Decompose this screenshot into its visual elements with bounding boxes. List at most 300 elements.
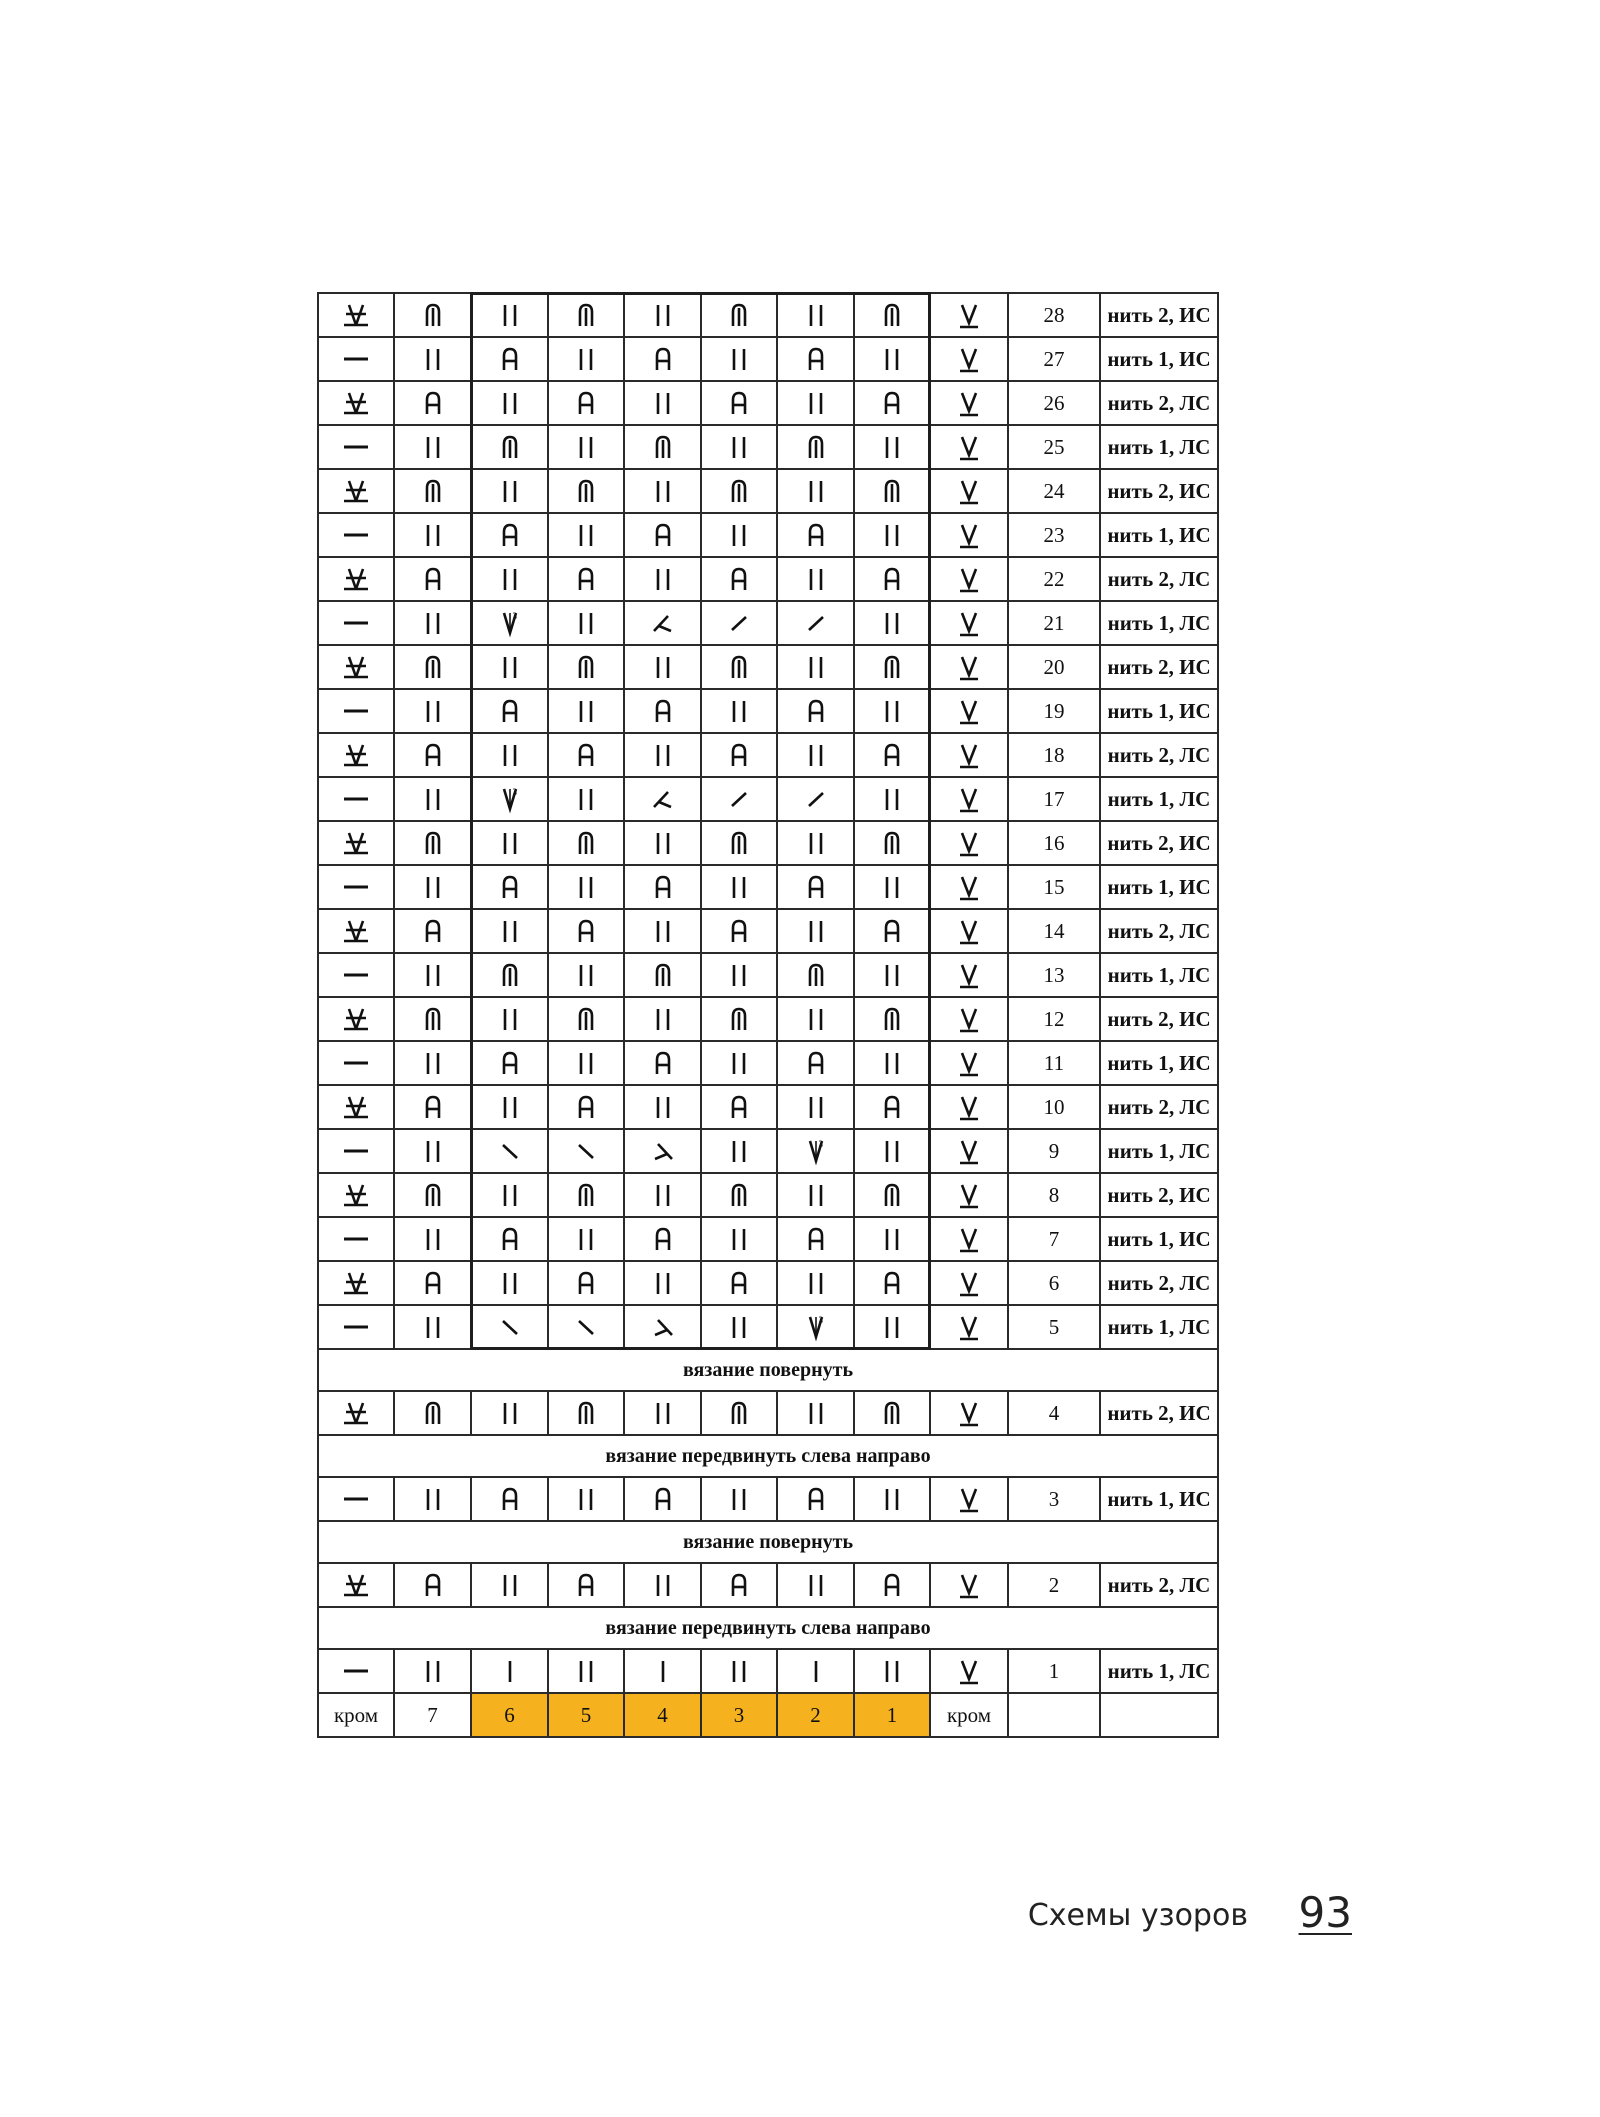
slip-v-symbol (930, 469, 1008, 513)
knit-double-symbol (854, 1649, 930, 1693)
knit-arch-symbol (701, 381, 777, 425)
knit-double-symbol (548, 1041, 624, 1085)
row-number: 5 (1008, 1305, 1100, 1349)
knit-arch-symbol (624, 513, 701, 557)
column-number-row (318, 1693, 1218, 1737)
knit-double-symbol (854, 689, 930, 733)
cross-edge-symbol (318, 821, 394, 865)
purl-arch-symbol (394, 1391, 471, 1435)
purl-arch-symbol (701, 997, 777, 1041)
chart-row (318, 557, 1218, 601)
purl-arch-symbol (701, 1391, 777, 1435)
knit-arch-symbol (548, 1563, 624, 1607)
knit-double-symbol (854, 1305, 930, 1349)
knit-single-symbol (471, 1649, 548, 1693)
chart-row (318, 513, 1218, 557)
knit-double-symbol (548, 777, 624, 821)
instruction-note: вязание передвинуть слева направо (318, 1435, 1218, 1477)
knit-double-symbol (548, 1649, 624, 1693)
knit-arch-symbol (394, 1563, 471, 1607)
knit-double-symbol (471, 1563, 548, 1607)
knit-double-symbol (471, 469, 548, 513)
knit-arch-symbol (548, 557, 624, 601)
knit-arch-symbol (777, 1477, 854, 1521)
purl-arch-symbol (854, 1173, 930, 1217)
instruction-row (318, 1607, 1218, 1649)
slash-right-symbol (701, 777, 777, 821)
knit-arch-symbol (471, 337, 548, 381)
purl-arch-symbol (548, 469, 624, 513)
purl-arch-symbol (548, 293, 624, 337)
three-from-one-symbol (777, 1129, 854, 1173)
knit-arch-symbol (548, 1261, 624, 1305)
knit-arch-symbol (471, 1477, 548, 1521)
yarn-side-label: нить 2, ЛС (1100, 557, 1218, 601)
slip-v-symbol (930, 1649, 1008, 1693)
knit-double-symbol (471, 821, 548, 865)
slip-v-symbol (930, 1477, 1008, 1521)
knit-double-symbol (854, 1217, 930, 1261)
row-number: 6 (1008, 1261, 1100, 1305)
knit-double-symbol (394, 337, 471, 381)
knit-double-symbol (854, 601, 930, 645)
knit-double-symbol (394, 601, 471, 645)
yarn-side-label: нить 2, ИС (1100, 997, 1218, 1041)
purl-arch-symbol (548, 821, 624, 865)
knit-arch-symbol (471, 865, 548, 909)
chart-row (318, 601, 1218, 645)
dash-symbol (318, 1217, 394, 1261)
purl-arch-symbol (394, 293, 471, 337)
knit-arch-symbol (394, 1085, 471, 1129)
knit-double-symbol (854, 513, 930, 557)
knit-arch-symbol (701, 557, 777, 601)
knit-double-symbol (701, 1305, 777, 1349)
knit-arch-symbol (701, 1563, 777, 1607)
knit-arch-symbol (854, 1261, 930, 1305)
knit-double-symbol (777, 1261, 854, 1305)
knit-arch-symbol (624, 865, 701, 909)
knit-double-symbol (471, 909, 548, 953)
purl-arch-symbol (548, 997, 624, 1041)
chart-row (318, 1041, 1218, 1085)
chart-row (318, 865, 1218, 909)
yarn-side-label: нить 1, ЛС (1100, 953, 1218, 997)
knit-arch-symbol (394, 1261, 471, 1305)
column-number: 5 (548, 1693, 624, 1737)
knit-arch-symbol (777, 1041, 854, 1085)
knit-arch-symbol (854, 557, 930, 601)
knit-double-symbol (624, 1085, 701, 1129)
knit-arch-symbol (701, 1261, 777, 1305)
svg-text:3: 3 (512, 611, 517, 621)
yarn-side-label: нить 2, ИС (1100, 821, 1218, 865)
slash-right-symbol (777, 601, 854, 645)
knit-double-symbol (777, 557, 854, 601)
knit-double-symbol (624, 293, 701, 337)
chart-row (318, 425, 1218, 469)
row-number: 22 (1008, 557, 1100, 601)
dash-symbol (318, 1649, 394, 1693)
dec-left-symbol (624, 601, 701, 645)
dash-symbol (318, 513, 394, 557)
purl-arch-symbol (548, 1173, 624, 1217)
row-number: 17 (1008, 777, 1100, 821)
knit-double-symbol (624, 1173, 701, 1217)
knit-double-symbol (777, 1391, 854, 1435)
row-number: 28 (1008, 293, 1100, 337)
purl-arch-symbol (777, 425, 854, 469)
row-number: 20 (1008, 645, 1100, 689)
row-number: 9 (1008, 1129, 1100, 1173)
page-number: 93 (1298, 1888, 1352, 1937)
knit-arch-symbol (471, 689, 548, 733)
knit-double-symbol (854, 425, 930, 469)
knit-double-symbol (854, 777, 930, 821)
knit-double-symbol (701, 513, 777, 557)
cross-edge-symbol (318, 645, 394, 689)
chart-row (318, 1085, 1218, 1129)
knit-double-symbol (548, 689, 624, 733)
chart-row (318, 997, 1218, 1041)
row-number: 14 (1008, 909, 1100, 953)
yarn-side-label: нить 1, ЛС (1100, 601, 1218, 645)
chart-row (318, 777, 1218, 821)
svg-text:3: 3 (512, 787, 517, 797)
chart-row (318, 733, 1218, 777)
knit-arch-symbol (777, 337, 854, 381)
yarn-side-label: нить 1, ИС (1100, 865, 1218, 909)
knit-single-symbol (777, 1649, 854, 1693)
column-number: 7 (394, 1693, 471, 1737)
knit-double-symbol (854, 953, 930, 997)
slip-v-symbol (930, 425, 1008, 469)
cross-edge-symbol (318, 469, 394, 513)
yarn-side-label: нить 2, ЛС (1100, 1261, 1218, 1305)
yarn-side-label: нить 1, ЛС (1100, 1649, 1218, 1693)
yarn-side-label: нить 2, ЛС (1100, 381, 1218, 425)
chart-row (318, 293, 1218, 337)
knit-arch-symbol (548, 1085, 624, 1129)
slip-v-symbol (930, 1217, 1008, 1261)
row-number: 25 (1008, 425, 1100, 469)
knit-double-symbol (394, 1217, 471, 1261)
knit-arch-symbol (701, 909, 777, 953)
row-number: 8 (1008, 1173, 1100, 1217)
cross-edge-symbol (318, 733, 394, 777)
knit-arch-symbol (624, 337, 701, 381)
slip-v-symbol (930, 1305, 1008, 1349)
yarn-side-label: нить 2, ИС (1100, 469, 1218, 513)
knit-double-symbol (471, 1261, 548, 1305)
knit-double-symbol (701, 953, 777, 997)
svg-text:3: 3 (818, 1315, 823, 1325)
edge-column-label: кром (318, 1693, 394, 1737)
knit-arch-symbol (854, 1085, 930, 1129)
purl-arch-symbol (701, 1173, 777, 1217)
knit-double-symbol (777, 733, 854, 777)
chart-row (318, 1391, 1218, 1435)
row-number: 15 (1008, 865, 1100, 909)
slip-v-symbol (930, 1563, 1008, 1607)
knit-arch-symbol (394, 909, 471, 953)
cross-edge-symbol (318, 381, 394, 425)
slip-v-symbol (930, 1129, 1008, 1173)
purl-arch-symbol (701, 645, 777, 689)
knit-double-symbol (471, 557, 548, 601)
yarn-side-label: нить 1, ИС (1100, 689, 1218, 733)
cross-edge-symbol (318, 557, 394, 601)
row-number: 1 (1008, 1649, 1100, 1693)
edge-column-label: кром (930, 1693, 1008, 1737)
purl-arch-symbol (854, 469, 930, 513)
cross-edge-symbol (318, 1085, 394, 1129)
yarn-side-label: нить 1, ИС (1100, 513, 1218, 557)
yarn-side-label: нить 2, ИС (1100, 1173, 1218, 1217)
dash-symbol (318, 1305, 394, 1349)
knit-double-symbol (548, 425, 624, 469)
knit-double-symbol (624, 469, 701, 513)
knit-double-symbol (624, 1261, 701, 1305)
knit-double-symbol (624, 1563, 701, 1607)
knit-arch-symbol (624, 689, 701, 733)
column-number: 4 (624, 1693, 701, 1737)
purl-arch-symbol (471, 425, 548, 469)
column-number: 3 (701, 1693, 777, 1737)
slash-right-symbol (701, 601, 777, 645)
chart-row (318, 1477, 1218, 1521)
knit-double-symbol (701, 865, 777, 909)
purl-arch-symbol (854, 293, 930, 337)
dash-symbol (318, 689, 394, 733)
knit-double-symbol (548, 337, 624, 381)
knit-double-symbol (701, 425, 777, 469)
chart-row (318, 381, 1218, 425)
knit-double-symbol (548, 953, 624, 997)
dash-symbol (318, 1129, 394, 1173)
knit-double-symbol (701, 689, 777, 733)
slip-v-symbol (930, 997, 1008, 1041)
slip-v-symbol (930, 733, 1008, 777)
purl-arch-symbol (854, 1391, 930, 1435)
knit-double-symbol (777, 1563, 854, 1607)
row-number: 11 (1008, 1041, 1100, 1085)
yarn-side-label: нить 1, ИС (1100, 337, 1218, 381)
three-from-one-symbol (471, 777, 548, 821)
yarn-side-label: нить 2, ЛС (1100, 909, 1218, 953)
svg-text:3: 3 (818, 1139, 823, 1149)
slip-v-symbol (930, 645, 1008, 689)
knit-double-symbol (471, 645, 548, 689)
cross-edge-symbol (318, 909, 394, 953)
knit-double-symbol (394, 1041, 471, 1085)
row-number: 21 (1008, 601, 1100, 645)
slip-v-symbol (930, 953, 1008, 997)
yarn-side-label: нить 2, ЛС (1100, 1563, 1218, 1607)
yarn-side-label: нить 2, ИС (1100, 1391, 1218, 1435)
slip-v-symbol (930, 1173, 1008, 1217)
purl-arch-symbol (548, 1391, 624, 1435)
row-number: 10 (1008, 1085, 1100, 1129)
dash-symbol (318, 601, 394, 645)
knit-double-symbol (854, 337, 930, 381)
slip-v-symbol (930, 909, 1008, 953)
knit-arch-symbol (471, 1217, 548, 1261)
yarn-side-label: нить 1, ИС (1100, 1477, 1218, 1521)
slip-v-symbol (930, 381, 1008, 425)
knit-arch-symbol (624, 1477, 701, 1521)
knit-double-symbol (701, 1217, 777, 1261)
knit-double-symbol (471, 1085, 548, 1129)
chart-row (318, 1129, 1218, 1173)
slash-left-symbol (548, 1305, 624, 1349)
dash-symbol (318, 777, 394, 821)
knit-double-symbol (854, 1129, 930, 1173)
slip-v-symbol (930, 557, 1008, 601)
row-number: 23 (1008, 513, 1100, 557)
knit-double-symbol (777, 1085, 854, 1129)
knit-arch-symbol (394, 381, 471, 425)
knit-double-symbol (701, 1477, 777, 1521)
knit-double-symbol (394, 1477, 471, 1521)
knit-double-symbol (624, 997, 701, 1041)
slip-v-symbol (930, 1261, 1008, 1305)
slip-v-symbol (930, 689, 1008, 733)
dash-symbol (318, 1041, 394, 1085)
purl-arch-symbol (394, 821, 471, 865)
column-number (1008, 1693, 1100, 1737)
chart-row (318, 821, 1218, 865)
knit-double-symbol (624, 557, 701, 601)
chart-row (318, 953, 1218, 997)
dash-symbol (318, 1477, 394, 1521)
slip-v-symbol (930, 337, 1008, 381)
knit-double-symbol (394, 425, 471, 469)
knit-double-symbol (471, 1391, 548, 1435)
knit-arch-symbol (471, 513, 548, 557)
knit-double-symbol (854, 1477, 930, 1521)
slip-v-symbol (930, 1391, 1008, 1435)
row-number: 18 (1008, 733, 1100, 777)
slash-right-symbol (777, 777, 854, 821)
knit-arch-symbol (394, 733, 471, 777)
knit-arch-symbol (394, 557, 471, 601)
knit-double-symbol (624, 645, 701, 689)
chart-row (318, 337, 1218, 381)
chart-row (318, 1563, 1218, 1607)
column-number: 1 (854, 1693, 930, 1737)
three-from-one-symbol (471, 601, 548, 645)
yarn-side-label: нить 1, ЛС (1100, 1129, 1218, 1173)
knit-double-symbol (471, 381, 548, 425)
knit-double-symbol (394, 1129, 471, 1173)
knit-arch-symbol (471, 1041, 548, 1085)
knit-double-symbol (777, 909, 854, 953)
purl-arch-symbol (548, 645, 624, 689)
dash-symbol (318, 337, 394, 381)
slash-left-symbol (471, 1305, 548, 1349)
cross-edge-symbol (318, 997, 394, 1041)
row-number: 19 (1008, 689, 1100, 733)
purl-arch-symbol (854, 821, 930, 865)
knit-arch-symbol (777, 689, 854, 733)
purl-arch-symbol (394, 469, 471, 513)
knit-double-symbol (394, 1305, 471, 1349)
knit-arch-symbol (548, 381, 624, 425)
knit-double-symbol (548, 513, 624, 557)
purl-arch-symbol (624, 953, 701, 997)
slip-v-symbol (930, 1085, 1008, 1129)
knit-double-symbol (471, 997, 548, 1041)
column-number (1100, 1693, 1218, 1737)
chart-row (318, 1305, 1218, 1349)
knit-double-symbol (394, 513, 471, 557)
instruction-row (318, 1521, 1218, 1563)
knit-double-symbol (777, 997, 854, 1041)
knit-double-symbol (701, 1041, 777, 1085)
purl-arch-symbol (701, 293, 777, 337)
knit-arch-symbol (777, 513, 854, 557)
knit-arch-symbol (701, 733, 777, 777)
knit-double-symbol (701, 1649, 777, 1693)
purl-arch-symbol (394, 1173, 471, 1217)
row-number: 13 (1008, 953, 1100, 997)
yarn-side-label: нить 2, ЛС (1100, 1085, 1218, 1129)
dash-symbol (318, 425, 394, 469)
knit-double-symbol (548, 865, 624, 909)
knit-double-symbol (624, 909, 701, 953)
chart-body (318, 293, 1218, 1737)
knit-double-symbol (548, 1477, 624, 1521)
cross-edge-symbol (318, 1563, 394, 1607)
row-number: 26 (1008, 381, 1100, 425)
purl-arch-symbol (854, 645, 930, 689)
yarn-side-label: нить 1, ЛС (1100, 777, 1218, 821)
knit-double-symbol (624, 381, 701, 425)
instruction-row (318, 1435, 1218, 1477)
instruction-note: вязание передвинуть слева направо (318, 1607, 1218, 1649)
slip-v-symbol (930, 601, 1008, 645)
chart-row (318, 689, 1218, 733)
purl-arch-symbol (471, 953, 548, 997)
knit-double-symbol (394, 953, 471, 997)
chart-row (318, 1261, 1218, 1305)
slip-v-symbol (930, 777, 1008, 821)
dec-right-symbol (624, 1129, 701, 1173)
knit-double-symbol (471, 293, 548, 337)
column-number: 2 (777, 1693, 854, 1737)
knit-double-symbol (701, 337, 777, 381)
chart-row (318, 1217, 1218, 1261)
knit-single-symbol (624, 1649, 701, 1693)
knit-arch-symbol (624, 1217, 701, 1261)
yarn-side-label: нить 1, ИС (1100, 1041, 1218, 1085)
knit-double-symbol (394, 865, 471, 909)
knit-double-symbol (394, 777, 471, 821)
cross-edge-symbol (318, 1261, 394, 1305)
dash-symbol (318, 865, 394, 909)
purl-arch-symbol (624, 425, 701, 469)
knit-double-symbol (548, 601, 624, 645)
chart-row (318, 469, 1218, 513)
purl-arch-symbol (394, 645, 471, 689)
yarn-side-label: нить 2, ИС (1100, 645, 1218, 689)
knit-double-symbol (471, 733, 548, 777)
knit-arch-symbol (624, 1041, 701, 1085)
yarn-side-label: нить 2, ЛС (1100, 733, 1218, 777)
knit-arch-symbol (854, 1563, 930, 1607)
dec-right-symbol (624, 1305, 701, 1349)
